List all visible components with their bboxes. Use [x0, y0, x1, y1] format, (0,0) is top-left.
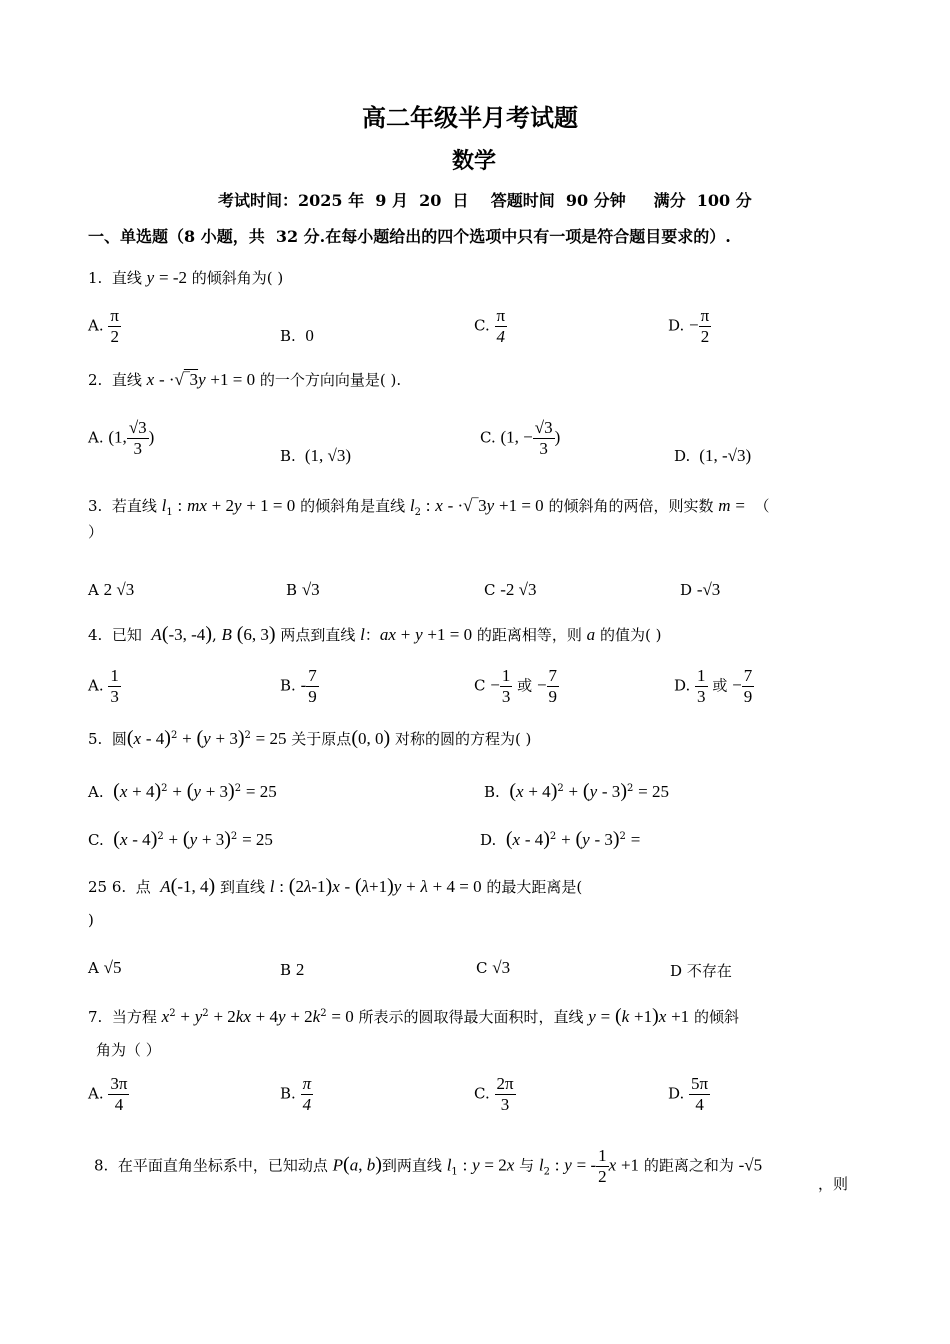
q4-option-c[interactable]: C − $\frac{1}{3}$ 或 − $\frac{7}{9}$ — [474, 666, 558, 706]
question-3: 3. 若直线 $l_1$ : mx + 2y + 1 = 0 的倾斜角是直线 $l_2$ : x - ·√‾3y +1 = 0 的倾斜角的两倍，则实数 m = （ — [88, 496, 770, 518]
question-1: 1. 直线 y = -2 的倾斜角为( ) — [88, 268, 284, 287]
question-4: 4. 已知 A(-3, -4), B (6, 3) 两点到直线 l：ax + y +1 = 0 的距离相等，则 a 的值为( ) — [88, 623, 662, 645]
q3-option-b[interactable]: B √3 — [286, 580, 320, 599]
question-2: 2. 直线 x - ·√‾3y +1 = 0 的一个方向向量是( ). — [88, 370, 402, 389]
exam-title: 高二年级半月考试题 — [362, 103, 578, 132]
question-6-close: ) — [88, 911, 94, 929]
q2-option-c[interactable]: C. (1, − $\frac{√3}{3}$ ) — [480, 418, 561, 458]
q3-option-d[interactable]: D -√3 — [680, 580, 721, 599]
section-heading: 一、单选题（8 小题，共 32 分.在每小题给出的四个选项中只有一项是符合题目要求的）. — [88, 227, 731, 246]
question-7-line2: 角为（ ） — [96, 1041, 161, 1059]
q5-option-b[interactable]: B. $(x + 4)^2 + (y - 3)^2 = 25$ — [484, 780, 669, 802]
q1-option-c[interactable]: C. $\frac{\pi}{4}$ — [474, 306, 506, 346]
q6-option-a[interactable]: A √5 — [88, 958, 122, 977]
subject-title: 数学 — [452, 148, 497, 174]
q6-option-c[interactable]: C √3 — [476, 958, 511, 977]
q7-option-c[interactable]: C. $\frac{2\pi}{3}$ — [474, 1074, 514, 1114]
q1-option-b[interactable]: B. 0 — [280, 326, 314, 345]
q6-option-b[interactable]: B 2 — [280, 960, 305, 979]
q4-option-d[interactable]: D. $\frac{1}{3}$ 或 − $\frac{7}{9}$ — [674, 666, 753, 706]
q5-option-d[interactable]: D. (x - 4)$^2$ + (y - 3)$^2$ = — [480, 828, 641, 850]
q6-option-d[interactable]: D 不存在 — [670, 962, 732, 980]
exam-info: 考试时间：2025 年 9 月 20 日 答题时间 90 分钟 满分 100 分 — [218, 191, 752, 210]
q1-option-d[interactable]: D. − $\frac{\pi}{2}$ — [668, 306, 710, 346]
q7-option-a[interactable]: A. $\frac{3\pi}{4}$ — [88, 1074, 128, 1114]
q3-option-a[interactable]: A 2 √3 — [88, 580, 135, 599]
q7-option-b[interactable]: B. $\frac{\pi}{4}$ — [280, 1074, 312, 1114]
question-8-end: ，则 — [818, 1175, 849, 1193]
question-5: 5. 圆$(x - 4)^2 + (y + 3)^2 = 25$ 关于原点(0, 0) 对称的圆的方程为( ) — [88, 727, 532, 749]
question-8: 8. 在平面直角坐标系中，已知动点 P(a, b)到两直线 $l_1$ : y = 2x 与 $l_2$ : y = - $\frac{1}{2}$ x +1 的距离之和为 -√5 — [94, 1146, 763, 1186]
q3-option-c[interactable]: C -2 √3 — [484, 580, 537, 599]
q4-option-b[interactable]: B. - $\frac{7}{9}$ — [280, 666, 317, 706]
q7-option-d[interactable]: D. $\frac{5\pi}{4}$ — [668, 1074, 709, 1114]
q1-option-a[interactable]: A. $\frac{\pi}{2}$ — [88, 306, 119, 346]
question-7: 7. 当方程 $x^2 + y^2 + 2kx + 4y + 2k^2 = 0$ 所表示的圆取得最大面积时，直线 y = (k +1)x +1 的倾斜 — [88, 1005, 739, 1027]
q2-option-d[interactable]: D. (1, -√3) — [674, 446, 752, 465]
q5-option-c[interactable]: C. $(x - 4)^2 + (y + 3)^2 = 25$ — [88, 828, 273, 850]
question-3-close: ） — [88, 523, 104, 541]
q2-option-a[interactable]: A. (1, $\frac{√3}{3}$ ) — [88, 418, 155, 458]
q4-option-a[interactable]: A. $\frac{1}{3}$ — [88, 666, 119, 706]
q2-option-b[interactable]: B. (1, √3) — [280, 446, 351, 465]
q5-option-a[interactable]: A. $(x + 4)^2 + (y + 3)^2 = 25$ — [88, 780, 277, 802]
question-6: 25 6. 点 A(-1, 4) 到直线 l : (2λ-1)x - (λ+1)y + λ + 4 = 0 的最大距离是( — [88, 875, 583, 897]
